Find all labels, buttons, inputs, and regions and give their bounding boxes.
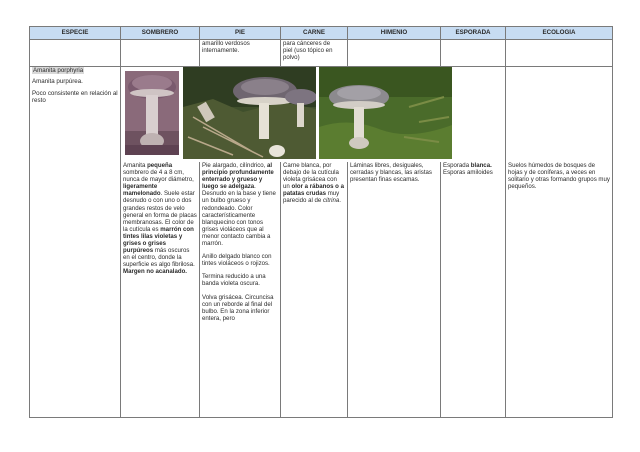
sombrero-description: Amanita pequeña sombrero de 4 a 8 cm, nunca de mayor diámetro, ligeramente mamelonado. Suele estar desnudo o con uno o dos grandes restos de velo general en forma de placas membranosas. El color de la cutícula es marrón con tintes lilas violetas y grises o grises purpúreos más oscuros en el centro, donde la superficie es algo fibrilosa. Margen no acanalado. (121, 162, 200, 418)
image-row (30, 67, 613, 163)
esporada-description: Esporada blanca. Esporas amiloides (441, 162, 506, 418)
header-row (30, 27, 613, 40)
mushroom-photo-1 (125, 71, 179, 155)
header-ecologia: ECOLOGIA (506, 27, 613, 40)
mushroom-photo-2 (183, 67, 316, 159)
species-common-name: Amanita purpúrea. (32, 78, 83, 86)
mushroom-illustration-1 (125, 71, 179, 155)
species-name: Amanita porphyria (33, 67, 84, 74)
carne-description: Carne blanca, por debajo de la cutícula violeta grisácea con un olor a rábanos o a patatas crudas muy parecido al de citrina. (281, 162, 348, 418)
header-carne: CARNE (281, 27, 348, 40)
pie-description: Pie alargado, cilíndrico, al principio profundamente enterrado y grueso y luego se adelgaza. Desnudo en la base y tiene un bulbo grueso y redondeado. Color característicamente blanquecino con tonos grises violáceos que al menor contacto cambia a marrón. Anillo delgado blanco con tintes violáceos o rojizos. Termina reducido a una banda violeta oscura. Volva grisácea. Circuncisa con un reborde al final del bulbo. En la zona inferior entera, pero (200, 162, 281, 418)
mushroom-photo-3 (319, 67, 452, 159)
header-pie: PIE (200, 27, 281, 40)
continuation-row (30, 40, 613, 67)
pie-continuation: amarillo verdosos internamente. (200, 40, 281, 67)
carne-continuation: para cánceres de piel (uso tópico en polvo) (281, 40, 348, 67)
header-esporada: ESPORADA (441, 27, 506, 40)
header-especie: ESPECIE (30, 27, 121, 40)
species-note: Poco consistente en relación al resto (32, 89, 118, 104)
mushroom-illustration-3 (319, 67, 452, 159)
ecologia-description: Suelos húmedos de bosques de hojas y de coníferas, a veces en solitario y otras formando grupos muy pequeños. (506, 162, 613, 418)
species-table (29, 26, 613, 418)
header-himenio: HIMENIO (348, 27, 441, 40)
mushroom-illustration-2 (183, 67, 316, 159)
photos-cell (121, 67, 506, 163)
header-sombrero: SOMBRERO (121, 27, 200, 40)
himenio-description: Láminas libres, desiguales, cerradas y blancas, las aristas presentan finas escamas. (348, 162, 441, 418)
species-cell (30, 67, 121, 418)
